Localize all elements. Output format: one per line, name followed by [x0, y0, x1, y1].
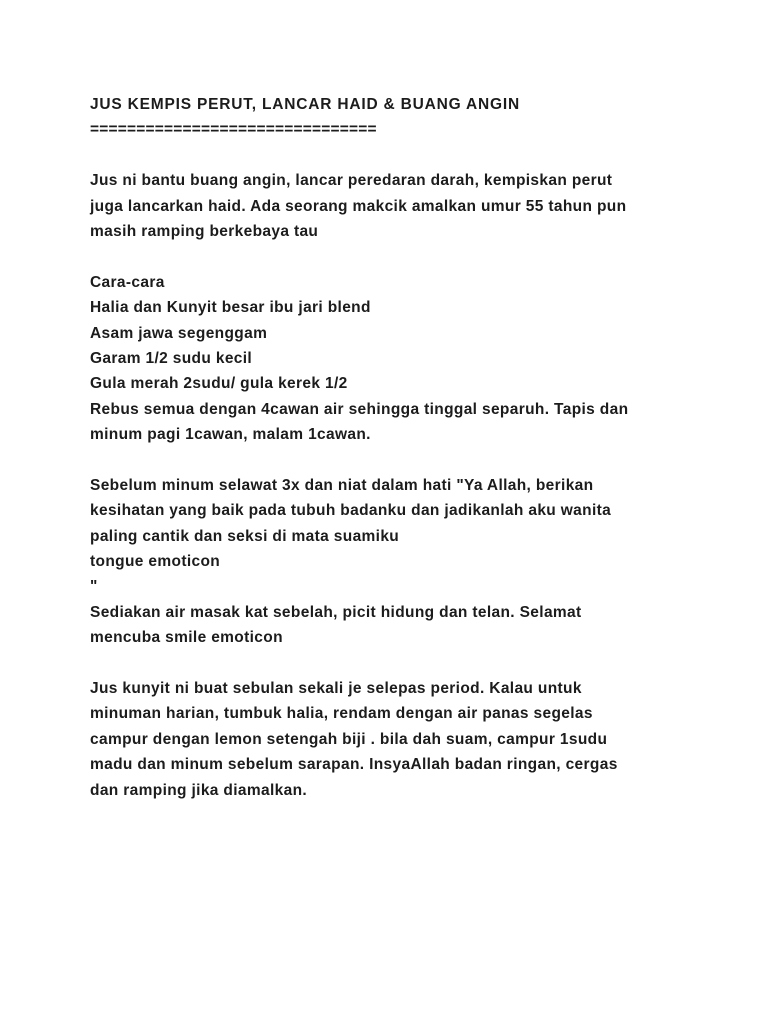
- paragraph-gap: [90, 244, 710, 269]
- text-line: madu dan minum sebelum sarapan. InsyaAllah badan ringan, cergas: [90, 756, 618, 774]
- text-line: paling cantik dan seksi di mata suamiku: [90, 527, 400, 545]
- text-line: kesihatan yang baik pada tubuh badanku dan jadikanlah aku wanita: [90, 502, 612, 520]
- paragraph-gap: [90, 651, 710, 676]
- text-line: Rebus semua dengan 4cawan air sehingga tinggal separuh. Tapis dan: [90, 400, 629, 418]
- method-paragraph: [90, 270, 710, 448]
- text-line: juga lancarkan haid. Ada seorang makcik amalkan umur 55 tahun pun: [90, 197, 627, 215]
- text-line: Jus ni bantu buang angin, lancar peredaran darah, kempiskan perut: [90, 172, 613, 190]
- emoticon-text: tongue emoticon: [90, 553, 221, 571]
- text-line: minum pagi 1cawan, malam 1cawan.: [90, 426, 371, 444]
- text-line: Sebelum minum selawat 3x dan niat dalam hati "Ya Allah, berikan: [90, 476, 594, 494]
- text-line: minuman harian, tumbuk halia, rendam dengan air panas segelas: [90, 705, 593, 723]
- method-heading: Cara-cara: [90, 273, 165, 291]
- paragraph-gap: [90, 447, 710, 472]
- text-line: ": [90, 578, 98, 596]
- prayer-paragraph: [90, 473, 710, 651]
- text-line: Sediakan air masak kat sebelah, picit hidung dan telan. Selamat: [90, 603, 582, 621]
- document-page: [90, 92, 710, 803]
- title-underline: ===============================: [90, 121, 377, 139]
- document-title: JUS KEMPIS PERUT, LANCAR HAID & BUANG ANGIN: [90, 96, 520, 113]
- intro-paragraph: [90, 168, 710, 244]
- text-line: masih ramping berkebaya tau: [90, 222, 319, 240]
- paragraph-gap: [90, 143, 710, 168]
- text-line: campur dengan lemon setengah biji . bila dah suam, campur 1sudu: [90, 730, 608, 748]
- text-line: Jus kunyit ni buat sebulan sekali je selepas period. Kalau untuk: [90, 679, 582, 697]
- ingredient-line: Halia dan Kunyit besar ibu jari blend: [90, 299, 371, 317]
- closing-paragraph: [90, 676, 710, 803]
- text-line: mencuba smile emoticon: [90, 629, 283, 647]
- ingredient-line: Gula merah 2sudu/ gula kerek 1/2: [90, 375, 348, 393]
- ingredient-line: Asam jawa segenggam: [90, 324, 268, 342]
- ingredient-line: Garam 1/2 sudu kecil: [90, 349, 253, 367]
- text-line: dan ramping jika diamalkan.: [90, 781, 308, 799]
